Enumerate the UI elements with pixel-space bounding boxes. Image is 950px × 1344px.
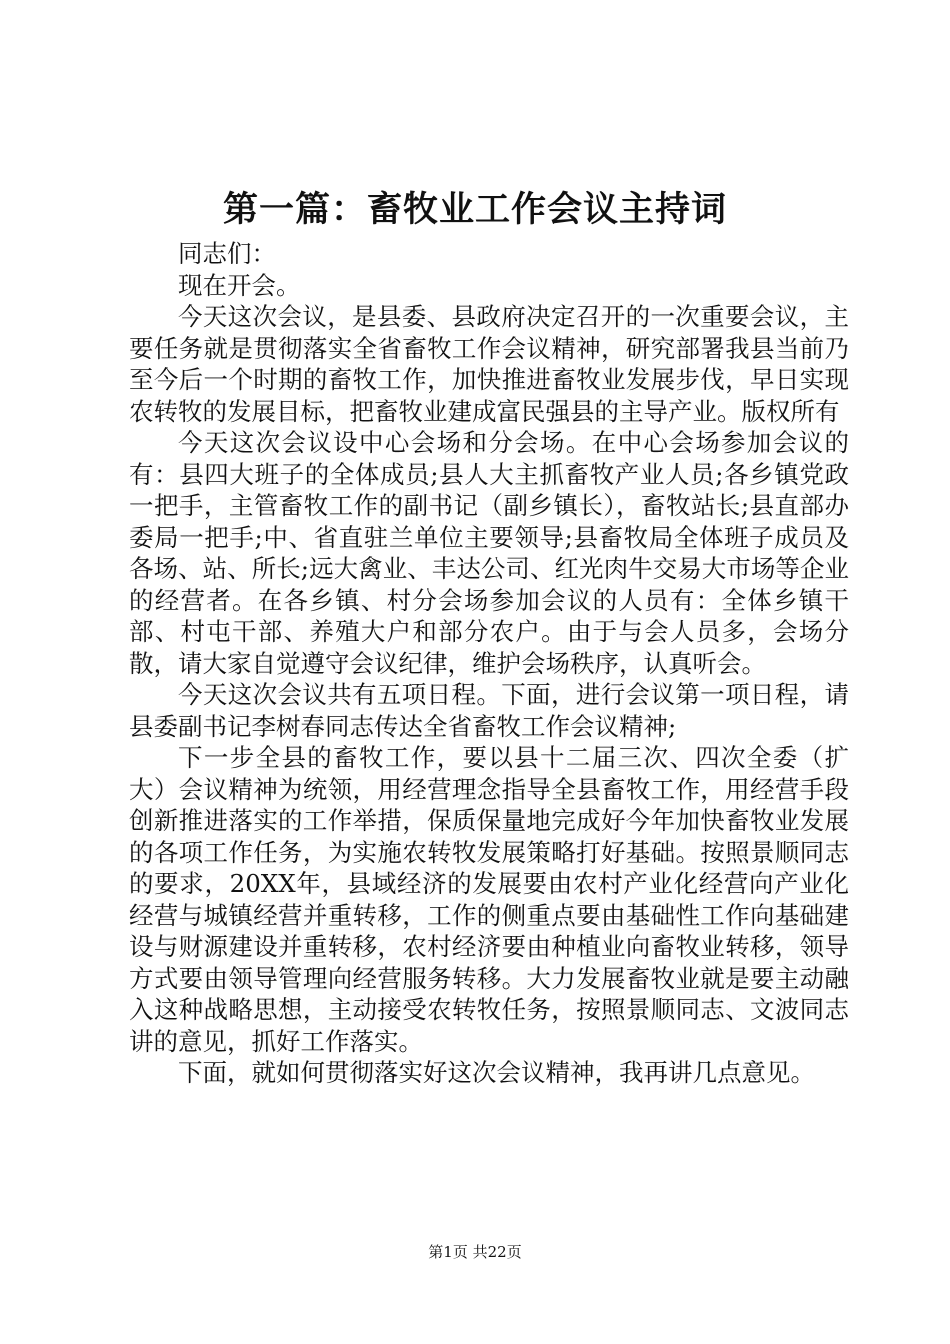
paragraph-opening: 现在开会。 (178, 270, 301, 300)
paragraph-agenda: 今天这次会议共有五项日程。下面，进行会议第一项日程，请县委副书记李树春同志传达全省畜牧工作会议精神; (129, 680, 849, 741)
document-body (129, 238, 849, 1089)
paragraph-attendees: 今天这次会议设中心会场和分会场。在中心会场参加会议的有：县四大班子的全体成员;县人大主抓畜牧产业人员;各乡镇党政一把手，主管畜牧工作的副书记（副乡镇长），畜牧站长;县直部办委局一把手;中、省直驻兰单位主要领导;县畜牧局全体班子成员及各场、站、所长;远大禽业、丰达公司、红光肉牛交易大市场等企业的经营者。在各乡镇、村分会场参加会议的人员有：全体乡镇干部、村屯干部、养殖大户和部分农户。由于与会人员多，会场分散，请大家自觉遵守会议纪律，维护会场秩序，认真听会。 (129, 428, 849, 678)
paragraph-greeting: 同志们： (178, 239, 276, 268)
paragraph-closing: 下面，就如何贯彻落实好这次会议精神，我再讲几点意见。 (178, 1058, 815, 1087)
paragraph-purpose: 今天这次会议，是县委、县政府决定召开的一次重要会议，主要任务就是贯彻落实全省畜牧工作会议精神，研究部署我县当前乃至今后一个时期的畜牧工作，加快推进畜牧业发展步伐，早日实现农转牧的发展目标，把畜牧业建成富民强县的主导产业。版权所有 (129, 302, 849, 426)
document-title: 第一篇：畜牧业工作会议主持词 (222, 189, 727, 230)
page-number-footer: 第1页 共22页 (428, 1243, 522, 1261)
paragraph-next-steps: 下一步全县的畜牧工作，要以县十二届三次、四次全委（扩大）会议精神为统领，用经营理念指导全县畜牧工作，用经营手段创新推进落实的工作举措，保质保量地完成好今年加快畜牧业发展的各项工作任务，为实施农转牧发展策略打好基础。按照景顺同志的要求，20XX年，县域经济的发展要由农村产业化经营向产业化经营与城镇经营并重转移，工作的侧重点要由基础性工作向基础建设与财源建设并重转移，农村经济要由种植业向畜牧业转移，领导方式要由领导管理向经营服务转移。大力发展畜牧业就是要主动融入这种战略思想，主动接受农转牧任务，按照景顺同志、文波同志讲的意见，抓好工作落实。 (129, 743, 849, 1056)
